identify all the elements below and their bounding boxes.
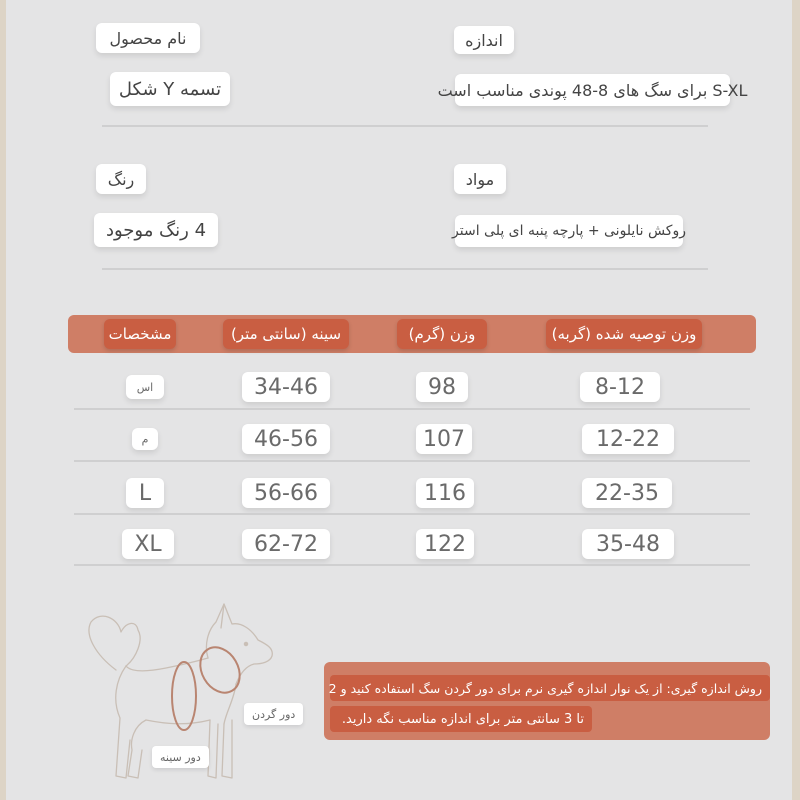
header-recommended: وزن توصیه شده (گربه) (546, 319, 702, 349)
size-value: S-XL برای سگ های 8-48 پوندی مناسب است (455, 74, 730, 106)
row4-weight: 122 (416, 529, 474, 559)
note-line-2: تا 3 سانتی متر برای اندازه مناسب نگه دارید. (330, 706, 592, 732)
row2-weight: 107 (416, 424, 472, 454)
row4-recommended: 35-48 (582, 529, 674, 559)
color-value: 4 رنگ موجود (94, 213, 218, 247)
row3-size: L (126, 478, 164, 508)
product-name-value: تسمه Y شکل (110, 72, 230, 106)
row4-chest: 62-72 (242, 529, 330, 559)
row-divider (74, 408, 750, 410)
material-value: روکش نایلونی + پارچه پنبه ای پلی استر (455, 215, 683, 247)
row2-recommended: 12-22 (582, 424, 674, 454)
row-divider (74, 564, 750, 566)
info-divider-2 (102, 268, 708, 270)
color-label: رنگ (96, 164, 146, 194)
row4-size: XL (122, 529, 174, 559)
row-divider (74, 513, 750, 515)
info-divider-1 (102, 125, 708, 127)
material-label: مواد (454, 164, 506, 194)
row1-chest: 34-46 (242, 372, 330, 402)
row1-size: اس (126, 375, 164, 399)
row3-recommended: 22-35 (582, 478, 672, 508)
row2-size: م (132, 428, 158, 450)
chest-label: دور سینه (152, 746, 209, 768)
row1-recommended: 8-12 (580, 372, 660, 402)
page (6, 0, 792, 800)
row3-weight: 116 (416, 478, 474, 508)
product-name-label: نام محصول (96, 23, 200, 53)
row2-chest: 46-56 (242, 424, 330, 454)
row-divider (74, 460, 750, 462)
header-weight: وزن (گرم) (397, 319, 487, 349)
row1-weight: 98 (416, 372, 468, 402)
size-label: اندازه (454, 26, 514, 54)
header-spec: مشخصات (104, 319, 176, 349)
row3-chest: 56-66 (242, 478, 330, 508)
note-line-1: روش اندازه گیری: از یک نوار اندازه گیری نرم برای دور گردن سگ استفاده کنید و 2 (330, 675, 770, 701)
neck-label: دور گردن (244, 703, 303, 725)
header-chest: سینه (سانتی متر) (223, 319, 349, 349)
